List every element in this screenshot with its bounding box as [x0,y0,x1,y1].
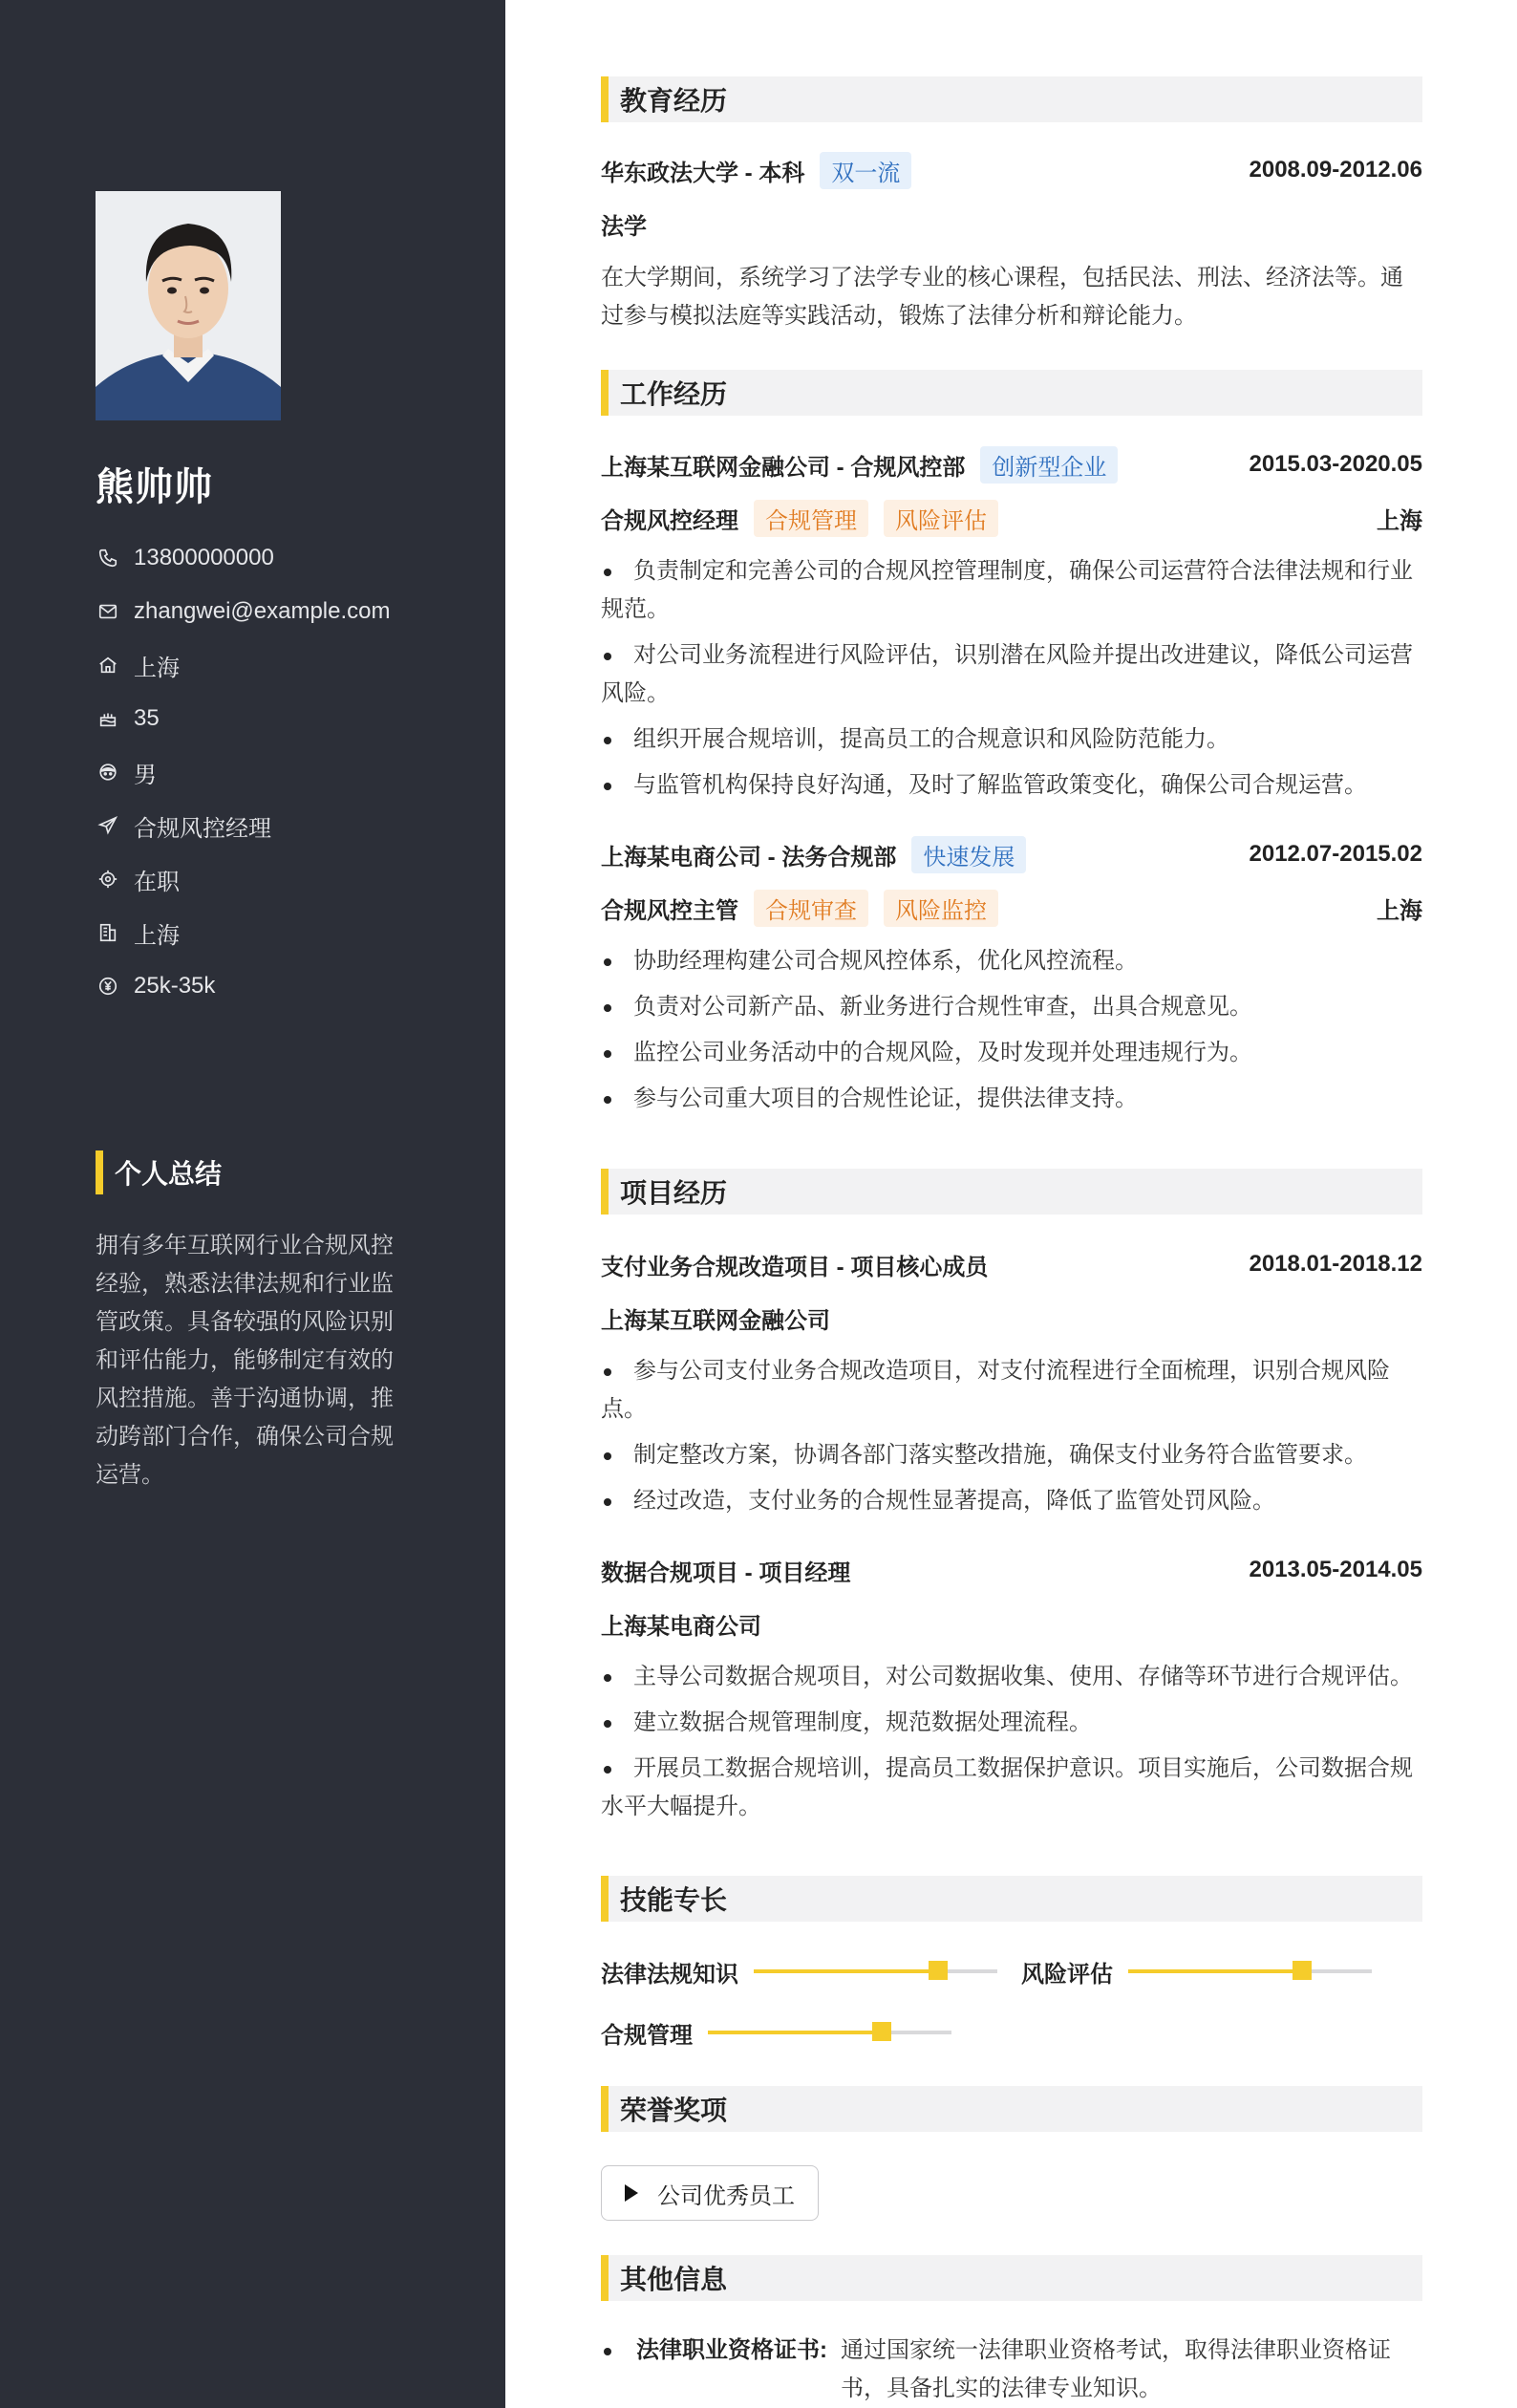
profile-name: 熊帅帅 [96,466,213,508]
info-age-text: 35 [134,705,160,731]
summary-text: 拥有多年互联网行业合规风控经验，熟悉法律法规和行业监管政策。具备较强的风险识别和评估能力，能够制定有效的风控措施。善于沟通协调，推动跨部门合作，确保公司合规运营。 [96,1233,394,1488]
skill-item [601,1954,997,1989]
skill-level-bar [754,1969,997,1973]
education-tag: 双一流 [820,152,911,189]
list-item: 参与公司重大项目的合规性论证，提供法律支持。 [601,1080,1422,1118]
info-gender-text: 男 [134,762,157,788]
section-title: 其他信息 [620,2265,728,2294]
list-item: 开展员工数据合规培训，提高员工数据保护意识。项目实施后，公司数据合规水平大幅提升。 [601,1750,1422,1826]
work-company: 上海某互联网金融公司 - 合规风控部 [601,454,966,481]
section-accent-bar [601,2086,609,2132]
project-date: 2013.05-2014.05 [1249,1557,1422,1582]
gender-icon [96,760,120,785]
education-description: 在大学期间，系统学习了法学专业的核心课程，包括民法、刑法、经济法等。通过参与模拟法庭等实践活动，锻炼了法律分析和辩论能力。 [601,265,1403,329]
skill-name: 法律法规知识 [601,1961,738,1988]
skill-name: 风险评估 [1021,1961,1113,1988]
work-item-2-bullets [601,942,1422,1126]
info-position [96,799,391,852]
work-role-tag: 合规管理 [754,500,868,537]
work-item-1-bullets [601,552,1422,812]
section-title: 项目经历 [620,1178,728,1208]
info-salary-text: 25k-35k [134,973,216,999]
work-role: 合规风控主管 [601,897,738,924]
list-item: 参与公司支付业务合规改造项目，对支付流程进行全面梳理，识别合规风险点。 [601,1352,1422,1429]
work-role-tag: 合规审查 [754,890,868,927]
info-city-text: 上海 [134,922,180,949]
section-accent-bar [601,370,609,416]
skill-level-knob [1293,1961,1312,1980]
education-major: 法学 [601,213,647,240]
other-info-item [601,2332,1422,2408]
profile-photo [96,191,281,420]
work-date: 2012.07-2015.02 [1249,841,1422,867]
work-company: 上海某电商公司 - 法务合规部 [601,844,897,871]
sidebar [0,0,505,2408]
home-icon [96,653,120,677]
work-date: 2015.03-2020.05 [1249,451,1422,477]
summary-accent-bar [96,1150,103,1194]
bullet-dot [604,2348,611,2355]
work-city: 上海 [1377,507,1422,534]
award-item[interactable] [601,2165,819,2221]
education-row [601,153,1422,187]
section-accent-bar [601,1876,609,1922]
skill-level-knob [872,2022,891,2041]
skill-level-fill [708,2031,882,2034]
work-role: 合规风控经理 [601,507,738,534]
project-org: 上海某电商公司 [601,1613,761,1640]
work-item-2-role [601,891,1422,925]
education-date: 2008.09-2012.06 [1249,157,1422,183]
other-info-key: 法律职业资格证书: [636,2337,827,2363]
project-item-2-org [601,1606,1422,1641]
list-item: 负责对公司新产品、新业务进行合规性审查，出具合规意见。 [601,988,1422,1026]
info-location [96,638,391,692]
play-icon [625,2184,638,2202]
info-status-text: 在职 [134,869,180,895]
work-item-1-header [601,447,1422,482]
section-accent-bar [601,2255,609,2301]
project-item-2-bullets [601,1658,1422,1834]
work-item-1-role [601,501,1422,535]
summary-title-text: 个人总结 [115,1159,223,1189]
list-item: 主导公司数据合规项目，对公司数据收集、使用、存储等环节进行合规评估。 [601,1658,1422,1696]
section-title: 工作经历 [620,379,728,409]
list-item: 监控公司业务活动中的合规风险，及时发现并处理违规行为。 [601,1034,1422,1072]
work-company-tag: 快速发展 [911,836,1026,873]
section-awards [601,2086,1422,2132]
skill-item [601,2015,951,2050]
skill-level-bar [708,2031,951,2034]
section-title: 技能专长 [620,1885,728,1915]
work-role-tag: 风险监控 [884,890,998,927]
salary-icon [96,974,120,999]
project-title: 支付业务合规改造项目 - 项目核心成员 [601,1254,989,1280]
info-status [96,852,391,906]
project-title: 数据合规项目 - 项目经理 [601,1559,851,1586]
section-project [601,1169,1422,1215]
skill-level-fill [754,1969,938,1973]
section-skills [601,1876,1422,1922]
project-item-1-header [601,1247,1422,1281]
list-item: 与监管机构保持良好沟通，及时了解监管政策变化，确保公司合规运营。 [601,766,1422,805]
info-email-text: zhangwei@example.com [134,598,391,624]
skill-level-knob [929,1961,948,1980]
project-date: 2018.01-2018.12 [1249,1251,1422,1277]
award-title: 公司优秀员工 [657,2182,795,2209]
work-role-tag: 风险评估 [884,500,998,537]
info-phone-text: 13800000000 [134,545,274,570]
skill-item [1021,1954,1372,1989]
list-item: 制定整改方案，协调各部门落实整改措施，确保支付业务符合监管要求。 [601,1436,1422,1474]
section-accent-bar [601,76,609,122]
contact-info-list [96,531,391,1013]
project-item-2-header [601,1553,1422,1587]
phone-icon [96,546,120,570]
info-position-text: 合规风控经理 [134,815,271,842]
work-company-tag: 创新型企业 [980,446,1118,484]
status-icon [96,867,120,892]
other-info-value: 通过国家统一法律职业资格考试，取得法律职业资格证书，具备扎实的法律专业知识。 [841,2337,1391,2401]
info-gender [96,745,391,799]
section-education [601,76,1422,122]
summary-heading [96,1150,222,1194]
info-salary [96,959,391,1013]
building-icon [96,920,120,945]
project-org: 上海某互联网金融公司 [601,1307,830,1334]
section-title: 荣誉奖项 [620,2096,728,2125]
work-city: 上海 [1377,897,1422,924]
skill-level-fill [1128,1969,1302,1973]
info-phone [96,531,391,585]
info-age [96,692,391,745]
list-item: 组织开展合规培训，提高员工的合规意识和风险防范能力。 [601,720,1422,759]
skill-name: 合规管理 [601,2022,693,2049]
info-city [96,906,391,959]
mail-icon [96,599,120,624]
list-item: 对公司业务流程进行风险评估，识别潜在风险并提出改进建议，降低公司运营风险。 [601,636,1422,713]
skill-level-bar [1128,1969,1372,1973]
education-major-row [601,206,1422,241]
section-title: 教育经历 [620,86,728,116]
project-item-1-bullets [601,1352,1422,1528]
info-email [96,585,391,638]
project-item-1-org [601,1301,1422,1335]
send-icon [96,813,120,838]
education-school: 华东政法大学 - 本科 [601,160,805,186]
section-work [601,370,1422,416]
list-item: 经过改造，支付业务的合规性显著提高，降低了监管处罚风险。 [601,1482,1422,1520]
list-item: 协助经理构建公司合规风控体系，优化风控流程。 [601,942,1422,980]
work-item-2-header [601,837,1422,871]
section-other [601,2255,1422,2301]
list-item: 负责制定和完善公司的合规风控管理制度，确保公司运营符合法律法规和行业规范。 [601,552,1422,629]
cake-icon [96,706,120,731]
list-item: 建立数据合规管理制度，规范数据处理流程。 [601,1704,1422,1742]
section-accent-bar [601,1169,609,1215]
avatar [96,191,281,420]
info-location-text: 上海 [134,655,180,681]
